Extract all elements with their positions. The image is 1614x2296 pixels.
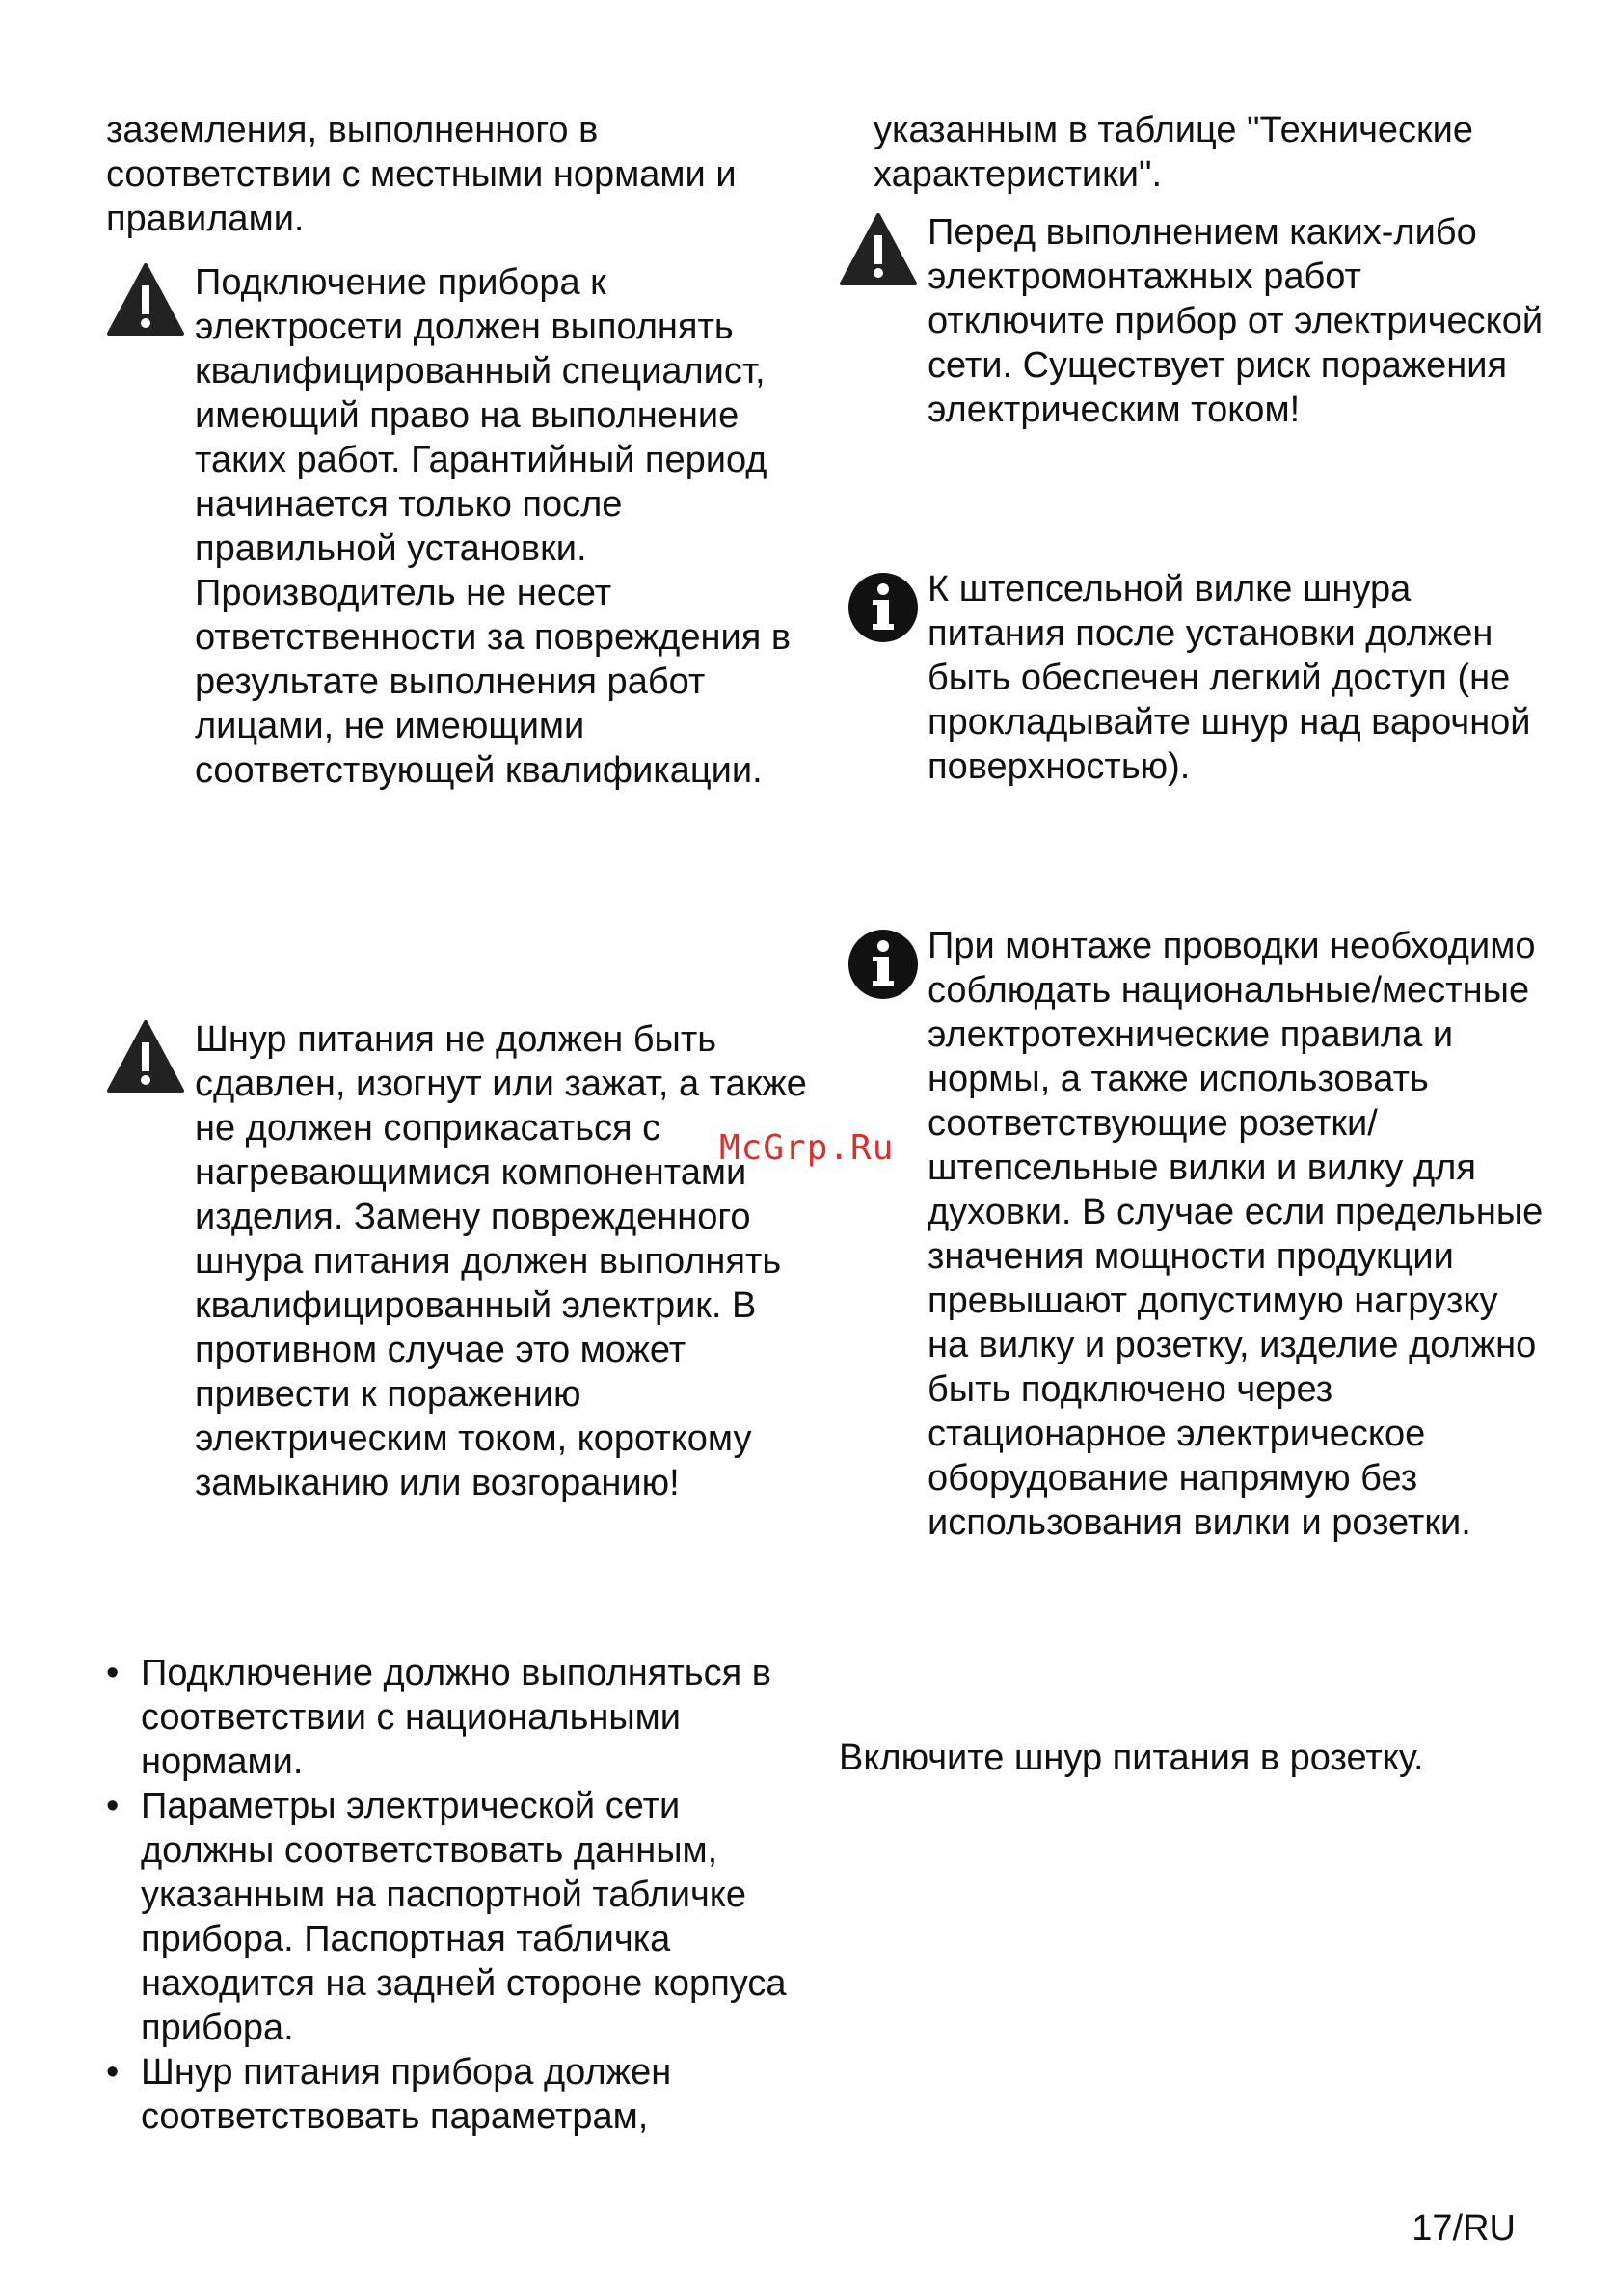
right-intro-text: указанным в таблице "Технические характеристики". [874,110,1474,195]
warning-notice-installation [106,260,800,926]
page-number: 17/RU [1412,2208,1516,2249]
watermark-text: McGrp.Ru [719,1128,895,1168]
warning-triangle-icon [106,1019,185,1094]
list-item: • Шнур питания прибора должен соответствовать параметрам, [106,2050,800,2139]
list-item: • Подключение должно выполняться в соответствии с национальными нормами. [106,1651,800,1784]
left-intro-text: заземления, выполненного в соответствии с местными нормами и правилами. [106,110,737,239]
info-circle-icon [847,928,920,1001]
warning-text-cord: Шнур питания не должен быть сдавлен, изогнут или зажат, а также не должен соприкасаться с нагревающимися компонентами изделия. Замену поврежденного шнура питания должен выполнять квалифицированный электрик. В противном случае это может привести к поражению электрическим током, короткому замыканию или возгоранию! [195,1019,807,1503]
requirements-list [106,1651,800,2139]
info-text-wiring: При монтаже проводки необходимо соблюдать национальные/местные электротехнические правила и нормы, а также использовать соответствующие розетки/штепсельные вилки и вилку для духовки. В случае если предельные значения мощности продукции превышают допустимую нагрузку на вилку и розетку, изделие должно быть подключено через стационарное электрическое оборудование напрямую без использования вилки и розетки. [928,926,1544,1543]
list-item: • Параметры электрической сети должны соответствовать данным, указанным на паспортной табличке прибора. Паспортная табличка находится на задней стороне корпуса прибора. [106,1784,800,2050]
warning-text-disconnect: Перед выполнением каких-либо электромонтажных работ отключите прибор от электрической сети. Существует риск поражения электрическим током! [928,212,1544,430]
warning-notice-disconnect [839,210,1544,480]
info-notice-plug-access [839,567,1533,856]
closing-instruction: Включите шнур питания в розетку. [839,1738,1424,1778]
warning-triangle-icon [839,212,918,287]
warning-text-installation: Подключение прибора к электросети должен выполнять квалифицированный специалист, имеющий право на выполнение таких работ. Гарантийный период начинается только после правильной установки. Производитель не несет ответственности за повреждения в результате выполнения работ лицами, не имеющими соответствующей квалификации. [195,262,792,791]
info-text-plug-access: К штепсельной вилке шнура питания после установки должен быть обеспечен легкий доступ (не прокладывайте шнур над варочной поверхностью). [928,569,1531,787]
info-circle-icon [847,571,920,644]
warning-triangle-icon [106,262,185,338]
info-notice-wiring [839,924,1544,1724]
